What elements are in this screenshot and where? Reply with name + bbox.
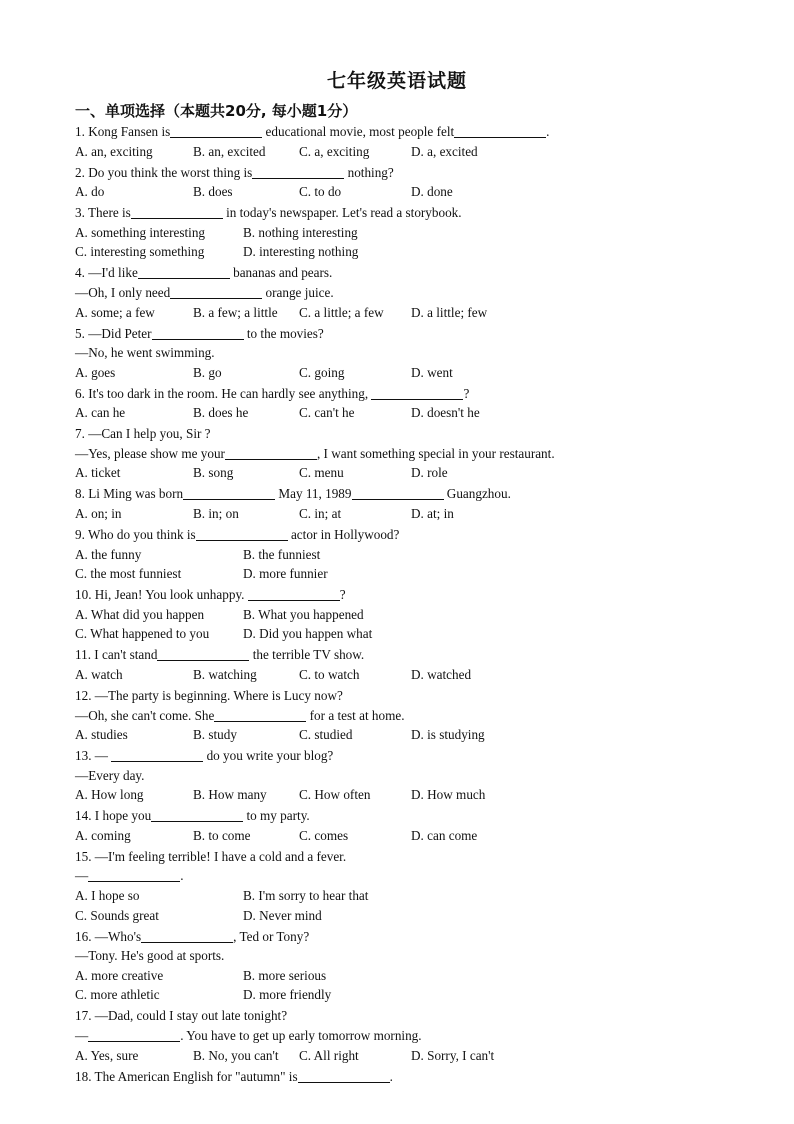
options-row — [75, 826, 775, 846]
question-text: — — [75, 1027, 89, 1043]
question-text: — — [75, 868, 89, 884]
answer-option[interactable]: B. go — [193, 364, 222, 380]
answer-option[interactable]: C. comes — [299, 827, 349, 843]
answer-option[interactable]: A. coming — [75, 827, 131, 843]
answer-option[interactable]: A. some; a few — [75, 304, 155, 320]
dialogue-line — [75, 946, 775, 966]
answer-option[interactable]: A. an, exciting — [75, 143, 153, 159]
options-row — [75, 985, 775, 1005]
answer-option[interactable]: D. more funnier — [243, 566, 328, 582]
question-stem — [75, 1067, 775, 1087]
options-row — [75, 545, 775, 565]
options-row — [75, 624, 775, 644]
answer-option[interactable]: B. does he — [193, 405, 249, 421]
answer-option[interactable]: C. How often — [299, 787, 371, 803]
answer-option[interactable]: D. Never mind — [243, 907, 322, 923]
answer-option[interactable]: C. a, exciting — [299, 143, 370, 159]
options-row — [75, 564, 775, 584]
question-text: —Yes, please show me your — [75, 445, 225, 461]
section-heading: 一、单项选择（本题共20分, 每小题1分） — [75, 102, 358, 120]
question-stem — [75, 163, 775, 183]
answer-option[interactable]: A. something interesting — [75, 224, 206, 240]
dialogue-line — [75, 444, 775, 464]
question-text: 17. —Dad, could I stay out late tonight? — [75, 1008, 288, 1024]
dialogue-line — [75, 866, 775, 886]
dialogue-line — [75, 766, 775, 786]
dialogue-line — [75, 343, 775, 363]
question-text: . — [389, 1068, 393, 1084]
answer-option[interactable]: D. How much — [411, 787, 486, 803]
answer-option[interactable]: B. No, you can't — [193, 1047, 279, 1063]
answer-blank[interactable] — [170, 285, 262, 299]
answer-option[interactable]: C. interesting something — [75, 244, 205, 260]
answer-option[interactable]: B. a few; a little — [193, 304, 278, 320]
answer-option[interactable]: D. a little; few — [411, 304, 488, 320]
question-text: 8. Li Ming was born — [75, 486, 184, 502]
question-text: —Every day. — [75, 767, 145, 783]
answer-option[interactable]: D. done — [411, 184, 453, 200]
question-text: —Oh, I only need — [75, 284, 171, 300]
question-text: , I want something special in your restaurant. — [316, 445, 555, 461]
answer-option[interactable]: C. can't he — [299, 405, 355, 421]
answer-option[interactable]: B. How many — [193, 787, 267, 803]
question-text: 16. —Who's — [75, 928, 142, 944]
question-item — [75, 806, 775, 847]
question-text: 14. I hope you — [75, 808, 152, 824]
question-item — [75, 424, 775, 484]
answer-option[interactable]: B. watching — [193, 666, 257, 682]
dialogue-line — [75, 1026, 775, 1046]
question-stem — [75, 203, 775, 223]
options-row — [75, 363, 775, 383]
answer-option[interactable]: C. more athletic — [75, 987, 160, 1003]
question-stem — [75, 585, 775, 605]
answer-blank[interactable] — [152, 326, 244, 340]
options-row — [75, 242, 775, 262]
answer-option[interactable]: B. study — [193, 727, 237, 743]
answer-blank[interactable] — [157, 647, 249, 661]
options-row — [75, 223, 775, 243]
options-row — [75, 142, 775, 162]
question-item — [75, 1006, 775, 1066]
answer-option[interactable]: A. on; in — [75, 506, 122, 522]
question-text: , Ted or Tony? — [233, 928, 310, 944]
answer-option[interactable]: D. can come — [411, 827, 478, 843]
question-stem — [75, 484, 775, 504]
question-text: 18. The American English for "autumn" is — [75, 1068, 298, 1084]
question-stem — [75, 847, 775, 867]
question-text: bananas and pears. — [229, 265, 333, 281]
answer-option[interactable]: B. more serious — [243, 967, 327, 983]
question-text: ? — [463, 385, 470, 401]
question-text: 4. —I'd like — [75, 265, 138, 281]
answer-blank[interactable] — [183, 486, 275, 500]
question-text: —No, he went swimming. — [75, 345, 215, 361]
answer-blank[interactable] — [248, 587, 340, 601]
answer-option[interactable]: C. What happened to you — [75, 626, 210, 642]
options-row — [75, 966, 775, 986]
answer-option[interactable]: B. nothing interesting — [243, 224, 358, 240]
answer-option[interactable]: D. role — [411, 465, 448, 481]
question-item — [75, 484, 775, 525]
question-text: 12. —The party is beginning. Where is Lucy now? — [75, 687, 343, 703]
question-item — [75, 263, 775, 323]
question-text: actor in Hollywood? — [287, 527, 400, 542]
question-item — [75, 847, 775, 927]
answer-option[interactable]: A. ticket — [75, 465, 121, 481]
answer-blank[interactable] — [196, 527, 288, 541]
answer-option[interactable]: B. I'm sorry to hear that — [243, 888, 369, 904]
question-list — [75, 122, 775, 1088]
question-stem — [75, 746, 775, 766]
question-text: 5. —Did Peter — [75, 325, 152, 341]
answer-option[interactable]: C. to watch — [299, 666, 360, 682]
answer-option[interactable]: D. a, excited — [411, 143, 478, 159]
question-text: do you write your blog? — [203, 748, 334, 764]
answer-option[interactable]: B. What you happened — [243, 606, 364, 622]
options-row — [75, 605, 775, 625]
question-text: for a test at home. — [306, 707, 405, 723]
question-item — [75, 324, 775, 384]
answer-option[interactable]: A. do — [75, 184, 105, 200]
question-stem — [75, 424, 775, 444]
question-text: . — [546, 124, 550, 139]
answer-blank[interactable] — [352, 486, 444, 500]
answer-option[interactable]: D. interesting nothing — [243, 244, 359, 260]
answer-blank[interactable] — [170, 124, 262, 138]
question-item — [75, 746, 775, 806]
answer-option[interactable]: C. studied — [299, 727, 353, 743]
question-text: nothing? — [344, 164, 394, 180]
question-stem — [75, 927, 775, 947]
answer-option[interactable]: C. in; at — [299, 506, 342, 522]
answer-option[interactable]: C. Sounds great — [75, 907, 159, 923]
question-item — [75, 384, 775, 425]
answer-option[interactable]: A. Yes, sure — [75, 1047, 139, 1063]
answer-blank[interactable] — [225, 446, 317, 460]
options-row — [75, 463, 775, 483]
page-title: 七年级英语试题 — [326, 70, 467, 92]
answer-option[interactable]: B. to come — [193, 827, 251, 843]
question-text: . — [180, 868, 184, 884]
question-text: to my party. — [243, 808, 310, 824]
question-text: ? — [339, 587, 346, 603]
answer-blank[interactable] — [141, 929, 233, 943]
dialogue-line — [75, 283, 775, 303]
question-item — [75, 203, 775, 263]
question-text: 6. It's too dark in the room. He can hardly see anything, — [75, 385, 372, 401]
answer-option[interactable]: D. at; in — [411, 506, 454, 522]
question-item — [75, 686, 775, 746]
answer-option[interactable]: A. What did you happen — [75, 606, 205, 622]
options-row — [75, 665, 775, 685]
answer-option[interactable]: A. can he — [75, 405, 126, 421]
question-text: educational movie, most people felt — [262, 124, 455, 139]
question-item — [75, 163, 775, 204]
question-stem — [75, 525, 775, 545]
answer-option[interactable]: D. went — [411, 364, 453, 380]
answer-option[interactable]: B. song — [193, 465, 234, 481]
answer-option[interactable]: B. does — [193, 184, 233, 200]
question-item — [75, 645, 775, 686]
answer-option[interactable]: A. How long — [75, 787, 144, 803]
question-text: the terrible TV show. — [249, 647, 365, 663]
question-stem — [75, 686, 775, 706]
answer-option[interactable]: C. a little; a few — [299, 304, 384, 320]
question-stem — [75, 263, 775, 283]
options-row — [75, 785, 775, 805]
answer-option[interactable]: D. Sorry, I can't — [411, 1047, 495, 1063]
question-text: 9. Who do you think is — [75, 527, 196, 542]
options-row — [75, 403, 775, 423]
options-row — [75, 1046, 775, 1066]
answer-blank[interactable] — [138, 265, 230, 279]
options-row — [75, 504, 775, 524]
question-item — [75, 1067, 775, 1088]
answer-option[interactable]: B. in; on — [193, 506, 239, 522]
question-text: Guangzhou. — [443, 486, 511, 502]
question-text: to the movies? — [243, 325, 324, 341]
answer-option[interactable]: A. watch — [75, 666, 123, 682]
question-stem — [75, 122, 775, 142]
answer-option[interactable]: A. more creative — [75, 967, 164, 983]
answer-option[interactable]: B. the funniest — [243, 546, 321, 562]
answer-option[interactable]: A. studies — [75, 727, 128, 743]
answer-option[interactable]: C. the most funniest — [75, 566, 182, 582]
question-text: 2. Do you think the worst thing is — [75, 164, 253, 180]
question-text: 10. Hi, Jean! You look unhappy. — [75, 587, 248, 603]
question-text: orange juice. — [262, 284, 334, 300]
answer-option[interactable]: D. doesn't he — [411, 405, 480, 421]
question-item — [75, 525, 775, 585]
options-row — [75, 725, 775, 745]
answer-option[interactable]: D. more friendly — [243, 987, 332, 1003]
answer-blank[interactable] — [88, 868, 180, 882]
question-item — [75, 122, 775, 163]
dialogue-line — [75, 706, 775, 726]
question-text: 1. Kong Fansen is — [75, 124, 171, 139]
question-text: in today's newspaper. Let's read a storybook. — [222, 205, 462, 221]
options-row — [75, 303, 775, 323]
answer-blank[interactable] — [88, 1028, 180, 1042]
question-text: 7. —Can I help you, Sir ? — [75, 426, 211, 442]
options-row — [75, 182, 775, 202]
answer-option[interactable]: C. menu — [299, 465, 344, 481]
question-stem — [75, 384, 775, 404]
question-text: 3. There is — [75, 205, 131, 221]
answer-blank[interactable] — [298, 1069, 390, 1083]
answer-blank[interactable] — [111, 748, 203, 762]
question-text: . You have to get up early tomorrow morning. — [180, 1027, 422, 1043]
question-item — [75, 585, 775, 645]
answer-blank[interactable] — [454, 124, 546, 138]
answer-option[interactable]: A. the funny — [75, 546, 142, 562]
answer-blank[interactable] — [371, 386, 463, 400]
answer-blank[interactable] — [131, 205, 223, 219]
question-text: —Tony. He's good at sports. — [75, 948, 225, 964]
question-text: 15. —I'm feeling terrible! I have a cold and a fever. — [75, 848, 347, 864]
answer-option[interactable]: C. to do — [299, 184, 342, 200]
question-text: —Oh, she can't come. She — [75, 707, 215, 723]
answer-option[interactable]: C. going — [299, 364, 345, 380]
answer-blank[interactable] — [151, 808, 243, 822]
question-item — [75, 927, 775, 1007]
answer-option[interactable]: D. watched — [411, 666, 472, 682]
answer-option[interactable]: D. Did you happen what — [243, 626, 373, 642]
answer-blank[interactable] — [214, 708, 306, 722]
question-stem — [75, 645, 775, 665]
answer-option[interactable]: A. I hope so — [75, 888, 140, 904]
question-text: May 11, 1989 — [275, 486, 352, 502]
options-row — [75, 906, 775, 926]
options-row — [75, 886, 775, 906]
question-stem — [75, 806, 775, 826]
answer-blank[interactable] — [252, 165, 344, 179]
question-text: 13. — — [75, 748, 112, 764]
question-text: 11. I can't stand — [75, 647, 158, 663]
answer-option[interactable]: A. goes — [75, 364, 116, 380]
question-stem — [75, 324, 775, 344]
answer-option[interactable]: D. is studying — [411, 727, 485, 743]
answer-option[interactable]: B. an, excited — [193, 143, 266, 159]
question-stem — [75, 1006, 775, 1026]
answer-option[interactable]: C. All right — [299, 1047, 359, 1063]
